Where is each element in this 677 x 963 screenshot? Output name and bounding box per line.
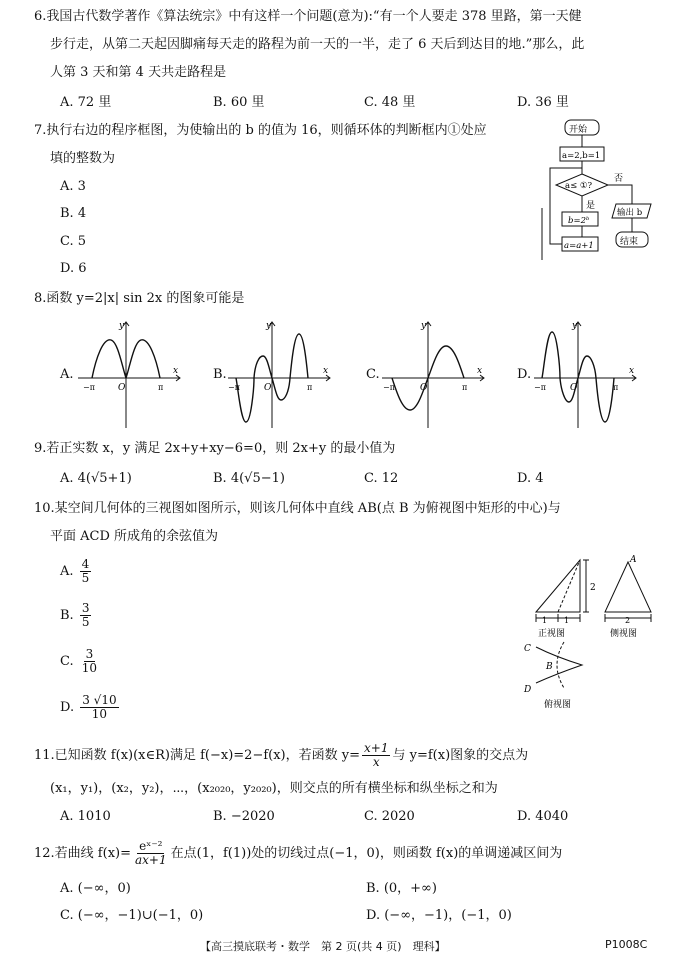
side-view-caption: 侧视图 xyxy=(610,629,638,639)
graph-d[interactable] xyxy=(534,318,638,430)
page-footer: 【高三摸底联考・数学 第 2 页(共 4 页) 理科】 xyxy=(200,940,446,953)
q10-option-c[interactable] xyxy=(60,648,101,675)
q12-stem xyxy=(34,840,562,867)
q10-option-c-label: C. xyxy=(60,654,74,669)
q9-stem: 9.若正实数 x，y 满足 2x+y+xy−6=0，则 2x+y 的最小值为 xyxy=(34,441,396,456)
q9-option-b[interactable]: B. 4(√5−1) xyxy=(213,471,285,486)
q11-stem-b: 与 y=f(x)图象的交点为 xyxy=(392,748,529,763)
top-view-caption: 俯视图 xyxy=(544,700,572,710)
q10-option-d-label: D. xyxy=(60,700,75,715)
q11-option-c[interactable]: C. 2020 xyxy=(364,809,415,824)
graph-d-pi: π xyxy=(613,383,619,392)
graph-d-y-label: y xyxy=(572,321,578,331)
q7-line2: 填的整数为 xyxy=(50,151,116,166)
q6-option-a[interactable]: A. 72 里 xyxy=(60,95,112,110)
graph-c-pi: π xyxy=(462,383,468,392)
q6-line2: 步行走，从第二天起因脚痛每天走的路程为前一天的一半，走了 6 天后到达目的地.”那么，此 xyxy=(50,37,585,52)
q7-line1: 7.执行右边的程序框图，为使输出的 b 的值为 16，则循环体的判断框内①处应 xyxy=(34,123,487,138)
flow-start-text: 开始 xyxy=(569,125,588,135)
front-len-1a: 1 xyxy=(542,616,548,625)
front-view-shape xyxy=(536,560,580,612)
flow-end-text: 结束 xyxy=(620,237,639,247)
graph-a[interactable] xyxy=(78,318,182,430)
q7-option-a[interactable]: A. 3 xyxy=(60,179,86,194)
page-code: P1008C xyxy=(605,938,648,951)
graph-a-origin: O xyxy=(118,383,126,393)
q10-option-b[interactable] xyxy=(60,602,93,629)
graph-b-neg-pi: −π xyxy=(228,383,240,392)
q10-option-a[interactable] xyxy=(60,558,93,585)
graph-b[interactable] xyxy=(228,318,332,430)
graph-b-pi: π xyxy=(307,383,313,392)
q6-option-b[interactable]: B. 60 里 xyxy=(213,95,265,110)
q8-stem: 8.函数 y=2|x| sin 2x 的图象可能是 xyxy=(34,291,245,306)
q12-stem-b: 在点(1，f(1))处的切线过点(−1，0)，则函数 f(x)的单调递减区间为 xyxy=(170,846,563,861)
three-views-figure xyxy=(506,550,656,712)
graph-c[interactable] xyxy=(382,318,486,430)
graph-b-origin: O xyxy=(264,383,272,393)
q11-stem xyxy=(34,742,528,769)
point-d-label: D xyxy=(524,685,532,695)
q10-option-b-frac: $\frac{3}{5}$ xyxy=(81,601,90,629)
flow-body1-text: b=2ᵇ xyxy=(568,216,590,226)
graph-d-neg-pi: −π xyxy=(534,383,546,392)
q11-fraction: $\frac{x+1}{x}$ xyxy=(364,741,389,769)
flowchart xyxy=(540,118,660,263)
graph-b-y-label: y xyxy=(266,321,272,331)
front-view-caption: 正视图 xyxy=(538,629,566,639)
q11-line2: (x₁，y₁)，(x₂，y₂)，⋯，(x₂₀₂₀，y₂₀₂₀)，则交点的所有横坐标和纵坐标之和为 xyxy=(50,781,498,796)
flow-yes-label: 是 xyxy=(586,201,596,211)
q10-option-c-frac: $\frac{3}{10}$ xyxy=(81,647,98,675)
graph-b-x-label: x xyxy=(323,366,329,376)
point-b-label: B xyxy=(546,662,553,672)
point-a-label: A xyxy=(630,555,637,565)
q10-line1: 10.某空间几何体的三视图如图所示，则该几何体中直线 AB(点 B 为俯视图中矩形的中心)与 xyxy=(34,501,561,516)
graph-a-pi: π xyxy=(158,383,164,392)
q10-option-b-label: B. xyxy=(60,608,74,623)
graph-c-neg-pi: −π xyxy=(383,383,395,392)
q11-stem-a: 11.已知函数 f(x)(x∈R)满足 f(−x)=2−f(x)，若函数 y= xyxy=(34,748,361,763)
side-len-2: 2 xyxy=(625,616,631,625)
flow-output-text: 输出 b xyxy=(617,208,643,218)
q11-option-b[interactable]: B. −2020 xyxy=(213,809,275,824)
graph-a-x-label: x xyxy=(173,366,179,376)
point-c-label: C xyxy=(524,644,531,654)
q8-option-a[interactable]: A. xyxy=(60,367,74,382)
flow-no-label: 否 xyxy=(614,174,624,184)
graph-c-y-label: y xyxy=(421,321,427,331)
q10-option-d[interactable] xyxy=(60,694,121,721)
q12-option-c[interactable]: C. (−∞，−1)∪(−1，0) xyxy=(60,908,204,923)
q11-option-a[interactable]: A. 1010 xyxy=(60,809,111,824)
q10-line2: 平面 ACD 所成角的余弦值为 xyxy=(50,529,219,544)
flow-cond-text: a≤ ①? xyxy=(565,181,593,191)
q11-option-d[interactable]: D. 4040 xyxy=(517,809,569,824)
front-len-1b: 1 xyxy=(564,616,570,625)
q7-option-b[interactable]: B. 4 xyxy=(60,206,87,221)
q8-option-b[interactable]: B. xyxy=(213,367,227,382)
graph-a-y-label: y xyxy=(119,321,125,331)
graph-d-x-label: x xyxy=(629,366,635,376)
q12-stem-a: 12.若曲线 f(x)= xyxy=(34,846,131,861)
q8-option-c[interactable]: C. xyxy=(366,367,380,382)
side-view-shape xyxy=(605,562,651,612)
q9-option-d[interactable]: D. 4 xyxy=(517,471,544,486)
flow-body2-text: a=a+1 xyxy=(564,241,594,251)
front-len-2: 2 xyxy=(590,583,596,593)
q6-option-d[interactable]: D. 36 里 xyxy=(517,95,569,110)
q12-option-b[interactable]: B. (0，+∞) xyxy=(366,881,437,896)
q7-option-c[interactable]: C. 5 xyxy=(60,234,87,249)
flow-init-text: a=2,b=1 xyxy=(562,151,601,161)
q6-line3: 人第 3 天和第 4 天共走路程是 xyxy=(50,65,227,80)
q12-fraction: $\frac{\text{eˣ⁻²}}{ax+1}$ xyxy=(135,839,167,867)
graph-d-origin: O xyxy=(570,383,578,393)
q7-option-d[interactable]: D. 6 xyxy=(60,261,87,276)
q9-option-c[interactable]: C. 12 xyxy=(364,471,399,486)
q12-option-a[interactable]: A. (−∞，0) xyxy=(60,881,131,896)
q8-option-d[interactable]: D. xyxy=(517,367,532,382)
q12-option-d[interactable]: D. (−∞，−1)，(−1，0) xyxy=(366,908,512,923)
graph-c-origin: O xyxy=(420,383,428,393)
graph-a-neg-pi: −π xyxy=(83,383,95,392)
q6-option-c[interactable]: C. 48 里 xyxy=(364,95,416,110)
graph-c-x-label: x xyxy=(477,366,483,376)
q10-option-a-label: A. xyxy=(60,564,74,579)
q10-option-d-frac: $\frac{3 √10}{10}$ xyxy=(82,693,117,721)
q9-option-a[interactable]: A. 4(√5+1) xyxy=(60,471,132,486)
q6-line1: 6.我国古代数学著作《算法统宗》中有这样一个问题(意为):“有一个人要走 378 里路，第一天健 xyxy=(34,9,582,24)
q10-option-a-frac: $\frac{4}{5}$ xyxy=(81,557,90,585)
